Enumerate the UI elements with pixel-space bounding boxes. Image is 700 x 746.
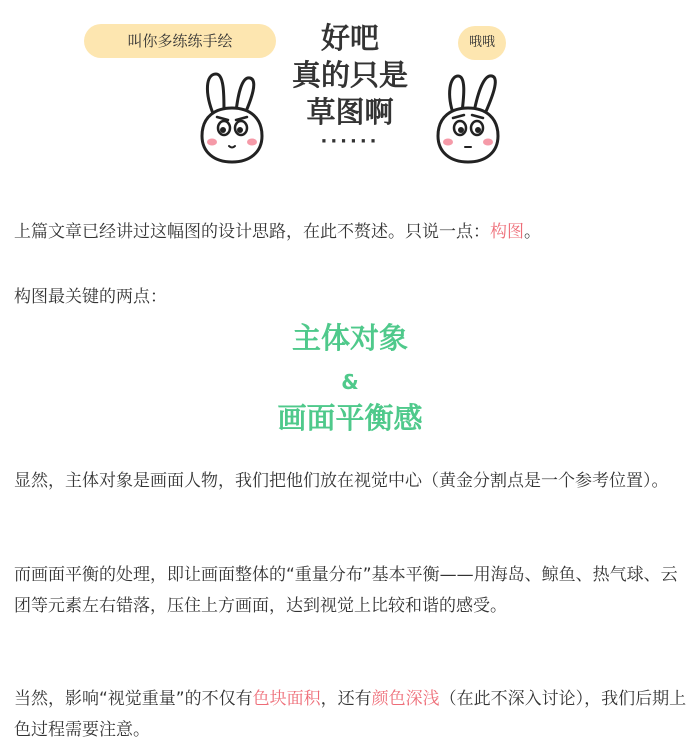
speech-bubble-left: 叫你多练练手绘 xyxy=(84,24,276,58)
header-ellipsis: ······ xyxy=(320,131,380,152)
paragraph-2: 构图最关键的两点： xyxy=(14,287,167,307)
key-point-ampersand: & xyxy=(341,370,359,394)
rabbit-right-icon xyxy=(428,70,508,170)
paragraph-1-tail: 。 xyxy=(524,222,541,242)
paragraph-1-text: 上篇文章已经讲过这幅图的设计思路，在此不赘述。只说一点： xyxy=(14,222,490,242)
highlight-color-area: 色块面积 xyxy=(252,689,321,709)
highlight-color-depth: 颜色深浅 xyxy=(371,689,440,709)
paragraph-5-b: ，还有 xyxy=(320,689,372,709)
speech-bubble-right: 哦哦 xyxy=(458,26,506,60)
header-title-line-1: 好吧 xyxy=(320,21,379,55)
paragraph-4: 而画面平衡的处理，即让画面整体的“重量分布”基本平衡——用海岛、鲸鱼、热气球、云团等元素左右错落，压住上方画面，达到视觉上比较和谐的感受。 xyxy=(14,565,678,616)
header-title-line-3: 草图啊 xyxy=(306,95,394,129)
paragraph-5 xyxy=(14,684,690,746)
header-title-line-2: 真的只是 xyxy=(291,58,408,92)
header-illustration xyxy=(0,0,700,175)
key-point-subject: 主体对象 xyxy=(291,321,408,355)
header-title xyxy=(260,20,440,151)
paragraph-1 xyxy=(14,217,690,248)
paragraph-5-c: （在此不深入讨论），我们后期上色过程需要注意。 xyxy=(14,689,687,740)
paragraph-5-a: 当然，影响“视觉重量”的不仅有 xyxy=(14,689,253,709)
highlight-composition: 构图 xyxy=(490,222,524,242)
rabbit-left-icon xyxy=(192,70,272,170)
key-point-balance: 画面平衡感 xyxy=(277,401,423,435)
paragraph-3: 显然，主体对象是画面人物，我们把他们放在视觉中心（黄金分割点是一个参考位置）。 xyxy=(14,471,669,491)
